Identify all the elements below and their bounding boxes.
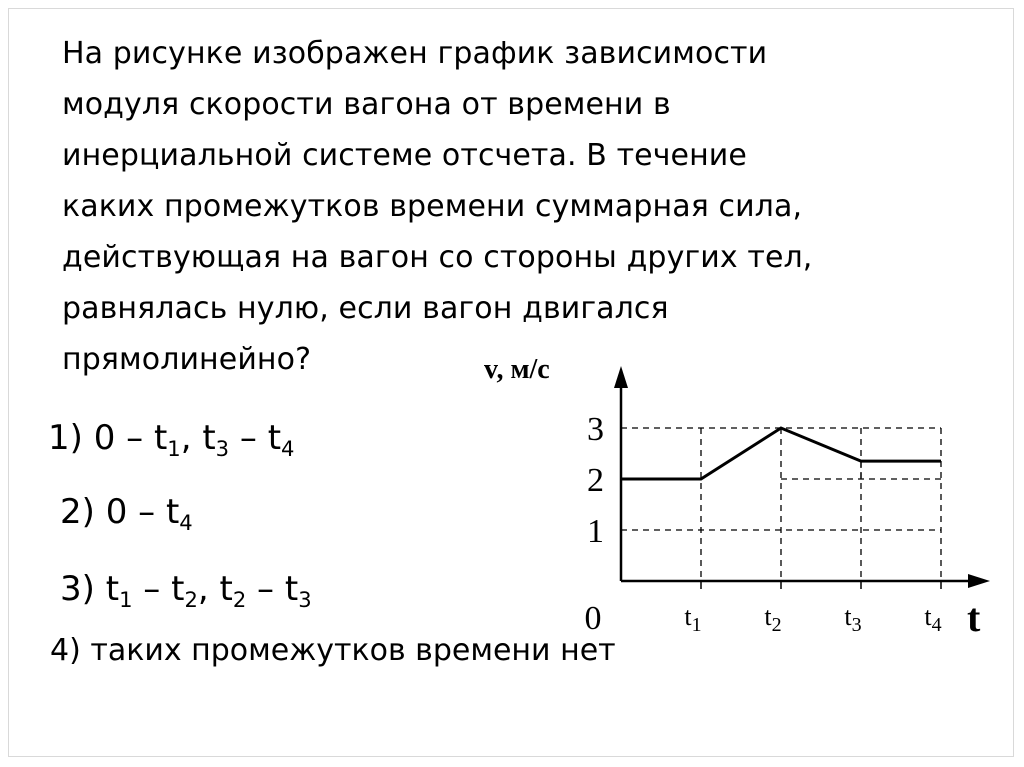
question-line: действующая на вагон со стороны других тел, <box>62 240 813 275</box>
option-subscript: 3 <box>215 436 230 462</box>
option-text: – t <box>246 569 299 609</box>
option-subscript: 4 <box>281 436 295 462</box>
option-number: 4) <box>50 633 81 668</box>
question-line: прямолинейно? <box>62 342 312 377</box>
question-line: равнялась нулю, если вагон двигался <box>62 291 669 326</box>
question-line: инерциальной системе отсчета. В течение <box>62 138 747 173</box>
y-axis-label: v, м/с <box>484 354 550 385</box>
option-text: t <box>105 569 120 609</box>
x-tick-label-t1: $t_1$ <box>684 602 702 636</box>
option-text: , t <box>197 569 233 609</box>
option-subscript: 4 <box>179 510 193 536</box>
question-line: На рисунке изображен график зависимости <box>62 36 768 71</box>
option-subscript: 3 <box>298 587 312 613</box>
option-subscript: 2 <box>184 587 198 613</box>
option-text: таких промежутков времени нет <box>90 633 616 668</box>
y-axis-arrow <box>614 366 628 388</box>
y-tick-label-1: 1 <box>587 513 604 550</box>
option-text: 0 – t <box>93 418 168 458</box>
option-number: 2) <box>60 492 95 532</box>
option-text: , t <box>180 418 216 458</box>
question-line: модуля скорости вагона от времени в <box>62 87 671 122</box>
x-axis-label: t <box>967 595 981 640</box>
option-number: 3) <box>60 569 95 609</box>
x-tick-label-0: 0 <box>584 600 602 637</box>
option-subscript: 1 <box>119 587 133 613</box>
option-subscript: 2 <box>232 587 247 613</box>
question-line: каких промежутков времени суммарная сила, <box>62 189 803 224</box>
x-tick-label-t4: $t_4$ <box>924 602 942 636</box>
option-text: – t <box>132 569 185 609</box>
x-tick-label-t2: $t_2$ <box>764 602 782 636</box>
y-tick-label-3: 3 <box>587 411 604 448</box>
option-number: 1) <box>48 418 83 458</box>
x-tick-label-t3: $t_3$ <box>844 602 862 636</box>
option-text: 0 – t <box>105 492 180 532</box>
option-text: – t <box>229 418 282 458</box>
option-subscript: 1 <box>167 436 181 462</box>
x-axis-arrow <box>968 574 990 588</box>
y-tick-label-2: 2 <box>587 462 604 499</box>
